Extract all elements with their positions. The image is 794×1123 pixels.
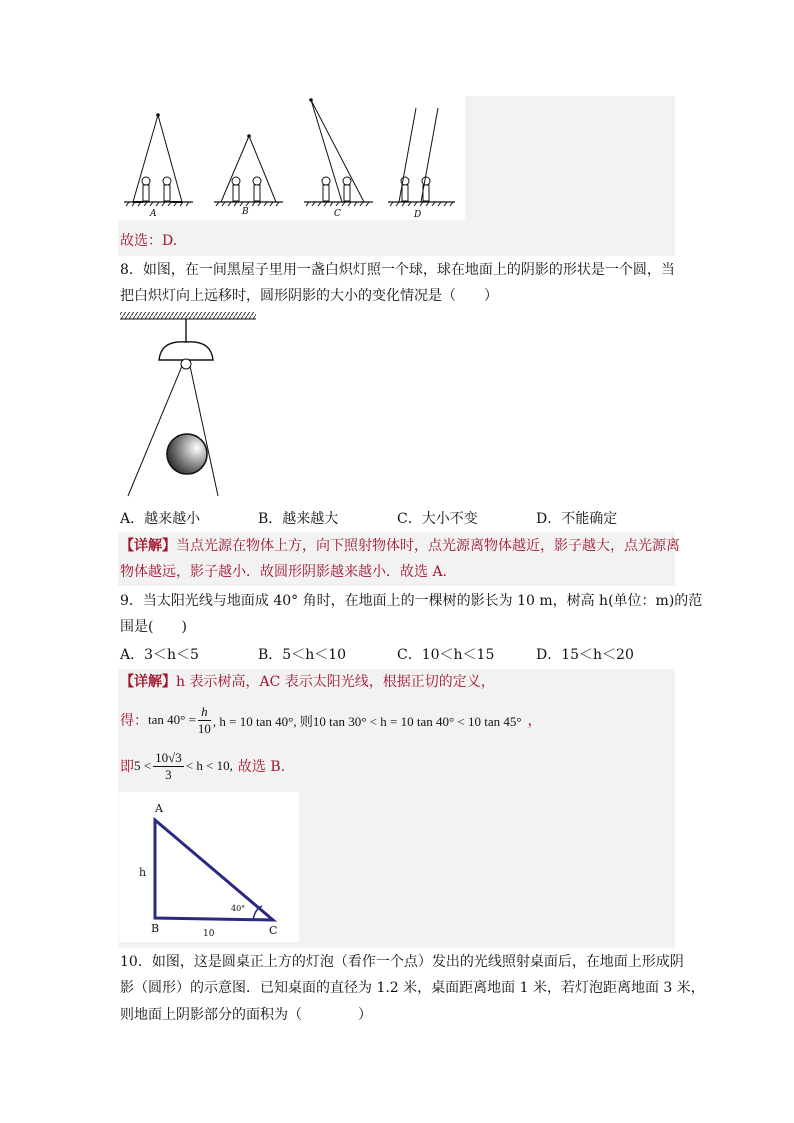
light-ray-right — [190, 366, 218, 496]
q8-option-a[interactable]: A．越来越小 — [120, 511, 201, 527]
formula-end: ， — [527, 713, 542, 729]
q9-option-a[interactable]: A．3＜h＜5 — [120, 647, 199, 663]
figure-label-b: B — [242, 207, 249, 217]
result-prefix: 即 — [120, 759, 134, 775]
vertex-c-label: C — [269, 924, 278, 937]
q10-line-2: 影（圆形）的示意图．已知桌面的直径为 1.2 米，桌面距离地面 1 米，若灯泡距离地面 3 米， — [120, 980, 705, 996]
q9-explanation-line-2 — [120, 700, 542, 740]
q8-explanation-line-2: 物体越远，影子越小．故圆形阴影越来越小．故选 A. — [120, 564, 448, 580]
result-upper: < h < 10, — [185, 758, 233, 773]
lamp-ball-svg — [119, 310, 259, 502]
q8-option-c[interactable]: C．大小不变 — [397, 511, 478, 527]
q8-lamp-figure — [119, 310, 259, 502]
q8-option-b[interactable]: B．越来越大 — [258, 511, 339, 527]
fraction-numerator: h — [198, 704, 211, 721]
q8-line-1: 8．如图，在一间黑屋子里用一盏白炽灯照一个球，球在地面上的阴影的形状是一个圆，当 — [120, 262, 675, 278]
result-fraction-denominator: 3 — [165, 766, 172, 782]
q9-line-1: 9．当太阳光线与地面成 40° 角时，在地面上的一棵树的影长为 10 m，树高 h(单位：m)的范 — [120, 593, 703, 609]
lamp-shade — [159, 342, 213, 360]
q9-explanation-line-1 — [120, 669, 495, 695]
result-fraction-numerator: 10√3 — [155, 749, 182, 765]
vertex-b-label: B — [151, 922, 160, 935]
q9-explanation-text-1: h 表示树高，AC 表示太阳光线，根据正切的定义， — [176, 674, 495, 690]
q7-figure-image — [118, 96, 465, 220]
explanation-tag: 【详解】 — [120, 674, 176, 690]
figure-d — [388, 108, 455, 220]
q8-explanation-line-1 — [120, 533, 680, 559]
q9-explanation-line-3 — [120, 746, 285, 786]
q9-triangle-figure — [119, 792, 299, 942]
result-answer: 故选 B. — [237, 759, 286, 775]
q8-line-2: 把白炽灯向上远移时，圆形阴影的大小的变化情况是（ ） — [120, 288, 498, 304]
q8-explanation-text-1: 当点光源在物体上方，向下照射物体时，点光源离物体越近，影子越大，点光源离 — [176, 538, 680, 554]
vertex-a-label: A — [155, 802, 163, 815]
figure-label-c: C — [334, 209, 341, 219]
q9-option-b[interactable]: B．5＜h＜10 — [258, 647, 347, 663]
angle-label: 40° — [231, 904, 246, 913]
light-ray-left — [128, 366, 182, 496]
q10-line-3: 则地面上阴影部分的面积为（ ） — [120, 1007, 372, 1023]
q8-option-d[interactable]: D．不能确定 — [536, 511, 618, 527]
q7-figure-svg — [118, 96, 465, 220]
formula-tan40: tan 40° = — [148, 712, 196, 727]
ball — [167, 434, 207, 474]
fraction-denominator: 10 — [197, 720, 211, 736]
q9-option-c[interactable]: C．10＜h＜15 — [397, 647, 495, 663]
ceiling — [120, 312, 256, 319]
answer-7: 故选：D. — [120, 233, 178, 249]
bulb-icon — [181, 359, 191, 369]
side-h-label: h — [139, 866, 147, 879]
triangle-abc — [155, 820, 273, 920]
figure-label-a: A — [150, 209, 157, 219]
triangle-svg — [119, 792, 299, 942]
figure-label-d: D — [414, 210, 422, 220]
q10-line-1: 10．如图，这是圆桌正上方的灯泡（看作一个点）发出的光线照射桌面后，在地面上形成阴 — [120, 954, 684, 970]
explanation-tag: 【详解】 — [120, 538, 176, 554]
result-fraction — [153, 750, 184, 783]
formula-prefix: 得： — [120, 713, 148, 729]
formula-inequality: , h = 10 tan 40°, 则10 tan 30° < h = 10 tan 40° < 10 tan 45° — [212, 713, 522, 729]
figure-a — [124, 113, 193, 219]
result-lower: 5 < — [134, 758, 152, 773]
q9-line-2: 围是( ) — [120, 619, 187, 635]
q9-option-d[interactable]: D．15＜h＜20 — [536, 647, 634, 663]
figure-b — [214, 134, 283, 217]
base-length-label: 10 — [203, 929, 215, 939]
figure-c — [304, 98, 373, 219]
formula-fraction-h-10 — [198, 704, 211, 737]
